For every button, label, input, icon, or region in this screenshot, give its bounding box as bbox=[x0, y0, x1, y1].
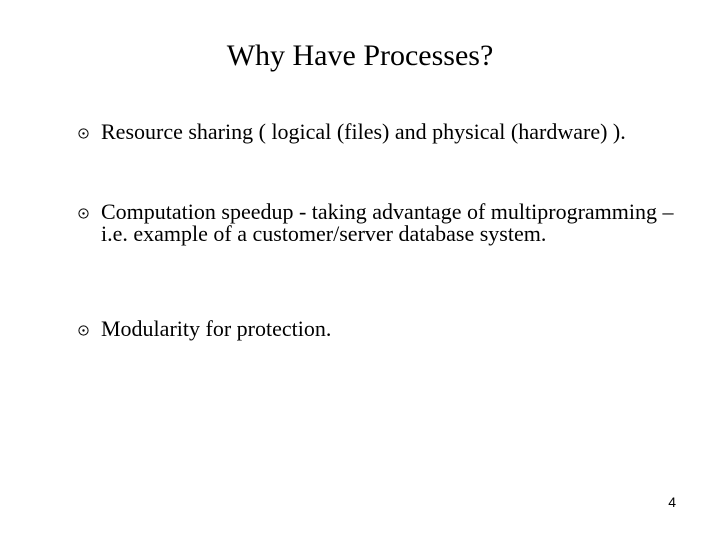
bullet-dot-icon bbox=[78, 325, 89, 336]
bullet-text: Resource sharing ( logical (files) and physical (hardware) ). bbox=[101, 119, 626, 144]
bullet-dot-icon bbox=[78, 208, 89, 219]
slide-title: Why Have Processes? bbox=[226, 39, 494, 72]
bullet-dot-icon bbox=[78, 128, 89, 139]
page-number: 4 bbox=[668, 494, 676, 510]
bullet-text: Computation speedup - taking advantage of multiprogramming – i.e. example of a customer/server database system. bbox=[101, 199, 674, 246]
bullet-text: Modularity for protection. bbox=[101, 316, 332, 341]
